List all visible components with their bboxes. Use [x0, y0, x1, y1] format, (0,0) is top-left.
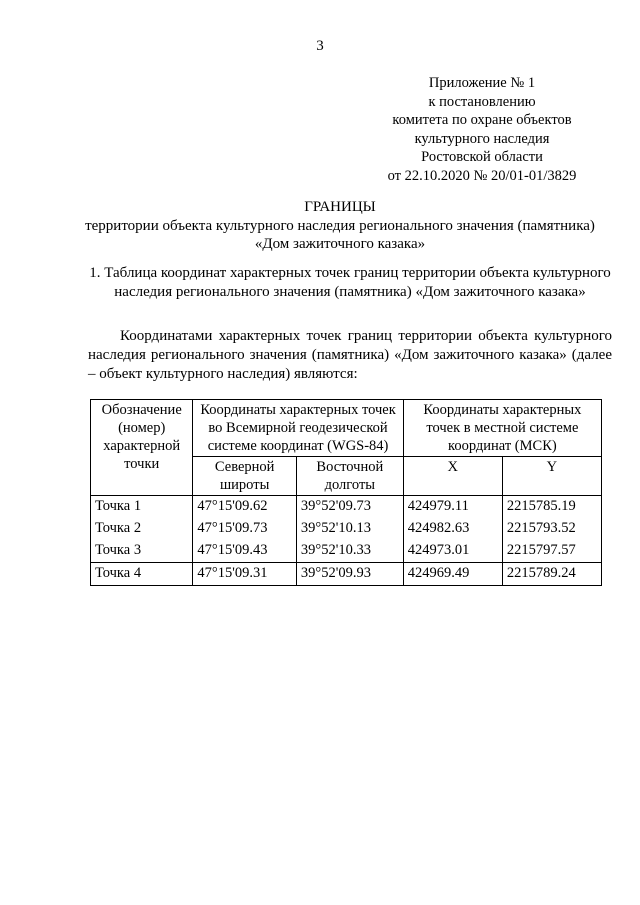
appendix-line: к постановлению [428, 93, 536, 110]
point-name: Точка 3 [91, 540, 193, 563]
table-row [91, 518, 602, 540]
longitude: 39°52'09.93 [296, 563, 403, 586]
x-coord: 424973.01 [403, 540, 502, 563]
y-coord: 2215789.24 [502, 563, 601, 586]
header-north: Северной широты [193, 457, 297, 496]
latitude: 47°15'09.43 [193, 540, 297, 563]
latitude: 47°15'09.73 [193, 518, 297, 540]
x-coord: 424969.49 [403, 563, 502, 586]
appendix-line: Ростовской области [421, 149, 543, 165]
intro-paragraph: Координатами характерных точек границ территории объекта культурного наследия регионального значения (памятника) «Дом зажиточного казака» (далее – объект культурного наследия) являются: [88, 328, 612, 382]
longitude: 39°52'10.33 [296, 540, 403, 563]
section-title: 1. Таблица координат характерных точек границ территории объекта культурного наследия регионального значения (памятника) «Дом зажиточного казака» [89, 265, 611, 300]
title-line: территории объекта культурного наследия регионального значения (памятника) [85, 217, 595, 234]
appendix-line: комитета по охране объектов [392, 112, 572, 128]
table-row [91, 540, 602, 563]
latitude: 47°15'09.62 [193, 496, 297, 519]
header-designation: Обозначение (номер) характерной точки [91, 400, 193, 496]
point-name: Точка 1 [91, 496, 193, 519]
x-coord: 424982.63 [403, 518, 502, 540]
longitude: 39°52'10.13 [296, 518, 403, 540]
y-coord: 2215797.57 [502, 540, 601, 563]
header-msk: Координаты характерных точек в местной системе координат (МСК) [403, 400, 601, 457]
title-heading: ГРАНИЦЫ [304, 199, 376, 215]
y-coord: 2215793.52 [502, 518, 601, 540]
point-name: Точка 2 [91, 518, 193, 540]
title-line: «Дом зажиточного казака» [254, 236, 426, 252]
table-row [91, 496, 602, 519]
x-coord: 424979.11 [403, 496, 502, 519]
appendix-line: от 22.10.2020 № 20/01-01/3829 [387, 167, 577, 184]
header-y: Y [502, 457, 601, 496]
point-name: Точка 4 [91, 563, 193, 586]
appendix-line: Приложение № 1 [428, 75, 536, 91]
header-wgs: Координаты характерных точек во Всемирной геодезической системе координат (WGS-84) [193, 400, 403, 457]
appendix-line: культурного наследия [414, 130, 550, 147]
document-title [60, 198, 620, 254]
table-row [91, 563, 602, 586]
longitude: 39°52'09.73 [296, 496, 403, 519]
page-number: 3 [316, 38, 324, 54]
latitude: 47°15'09.31 [193, 563, 297, 586]
y-coord: 2215785.19 [502, 496, 601, 519]
header-x: X [403, 457, 502, 496]
coordinates-table [90, 399, 602, 586]
appendix-block [372, 74, 592, 185]
header-east: Восточной долготы [296, 457, 403, 496]
